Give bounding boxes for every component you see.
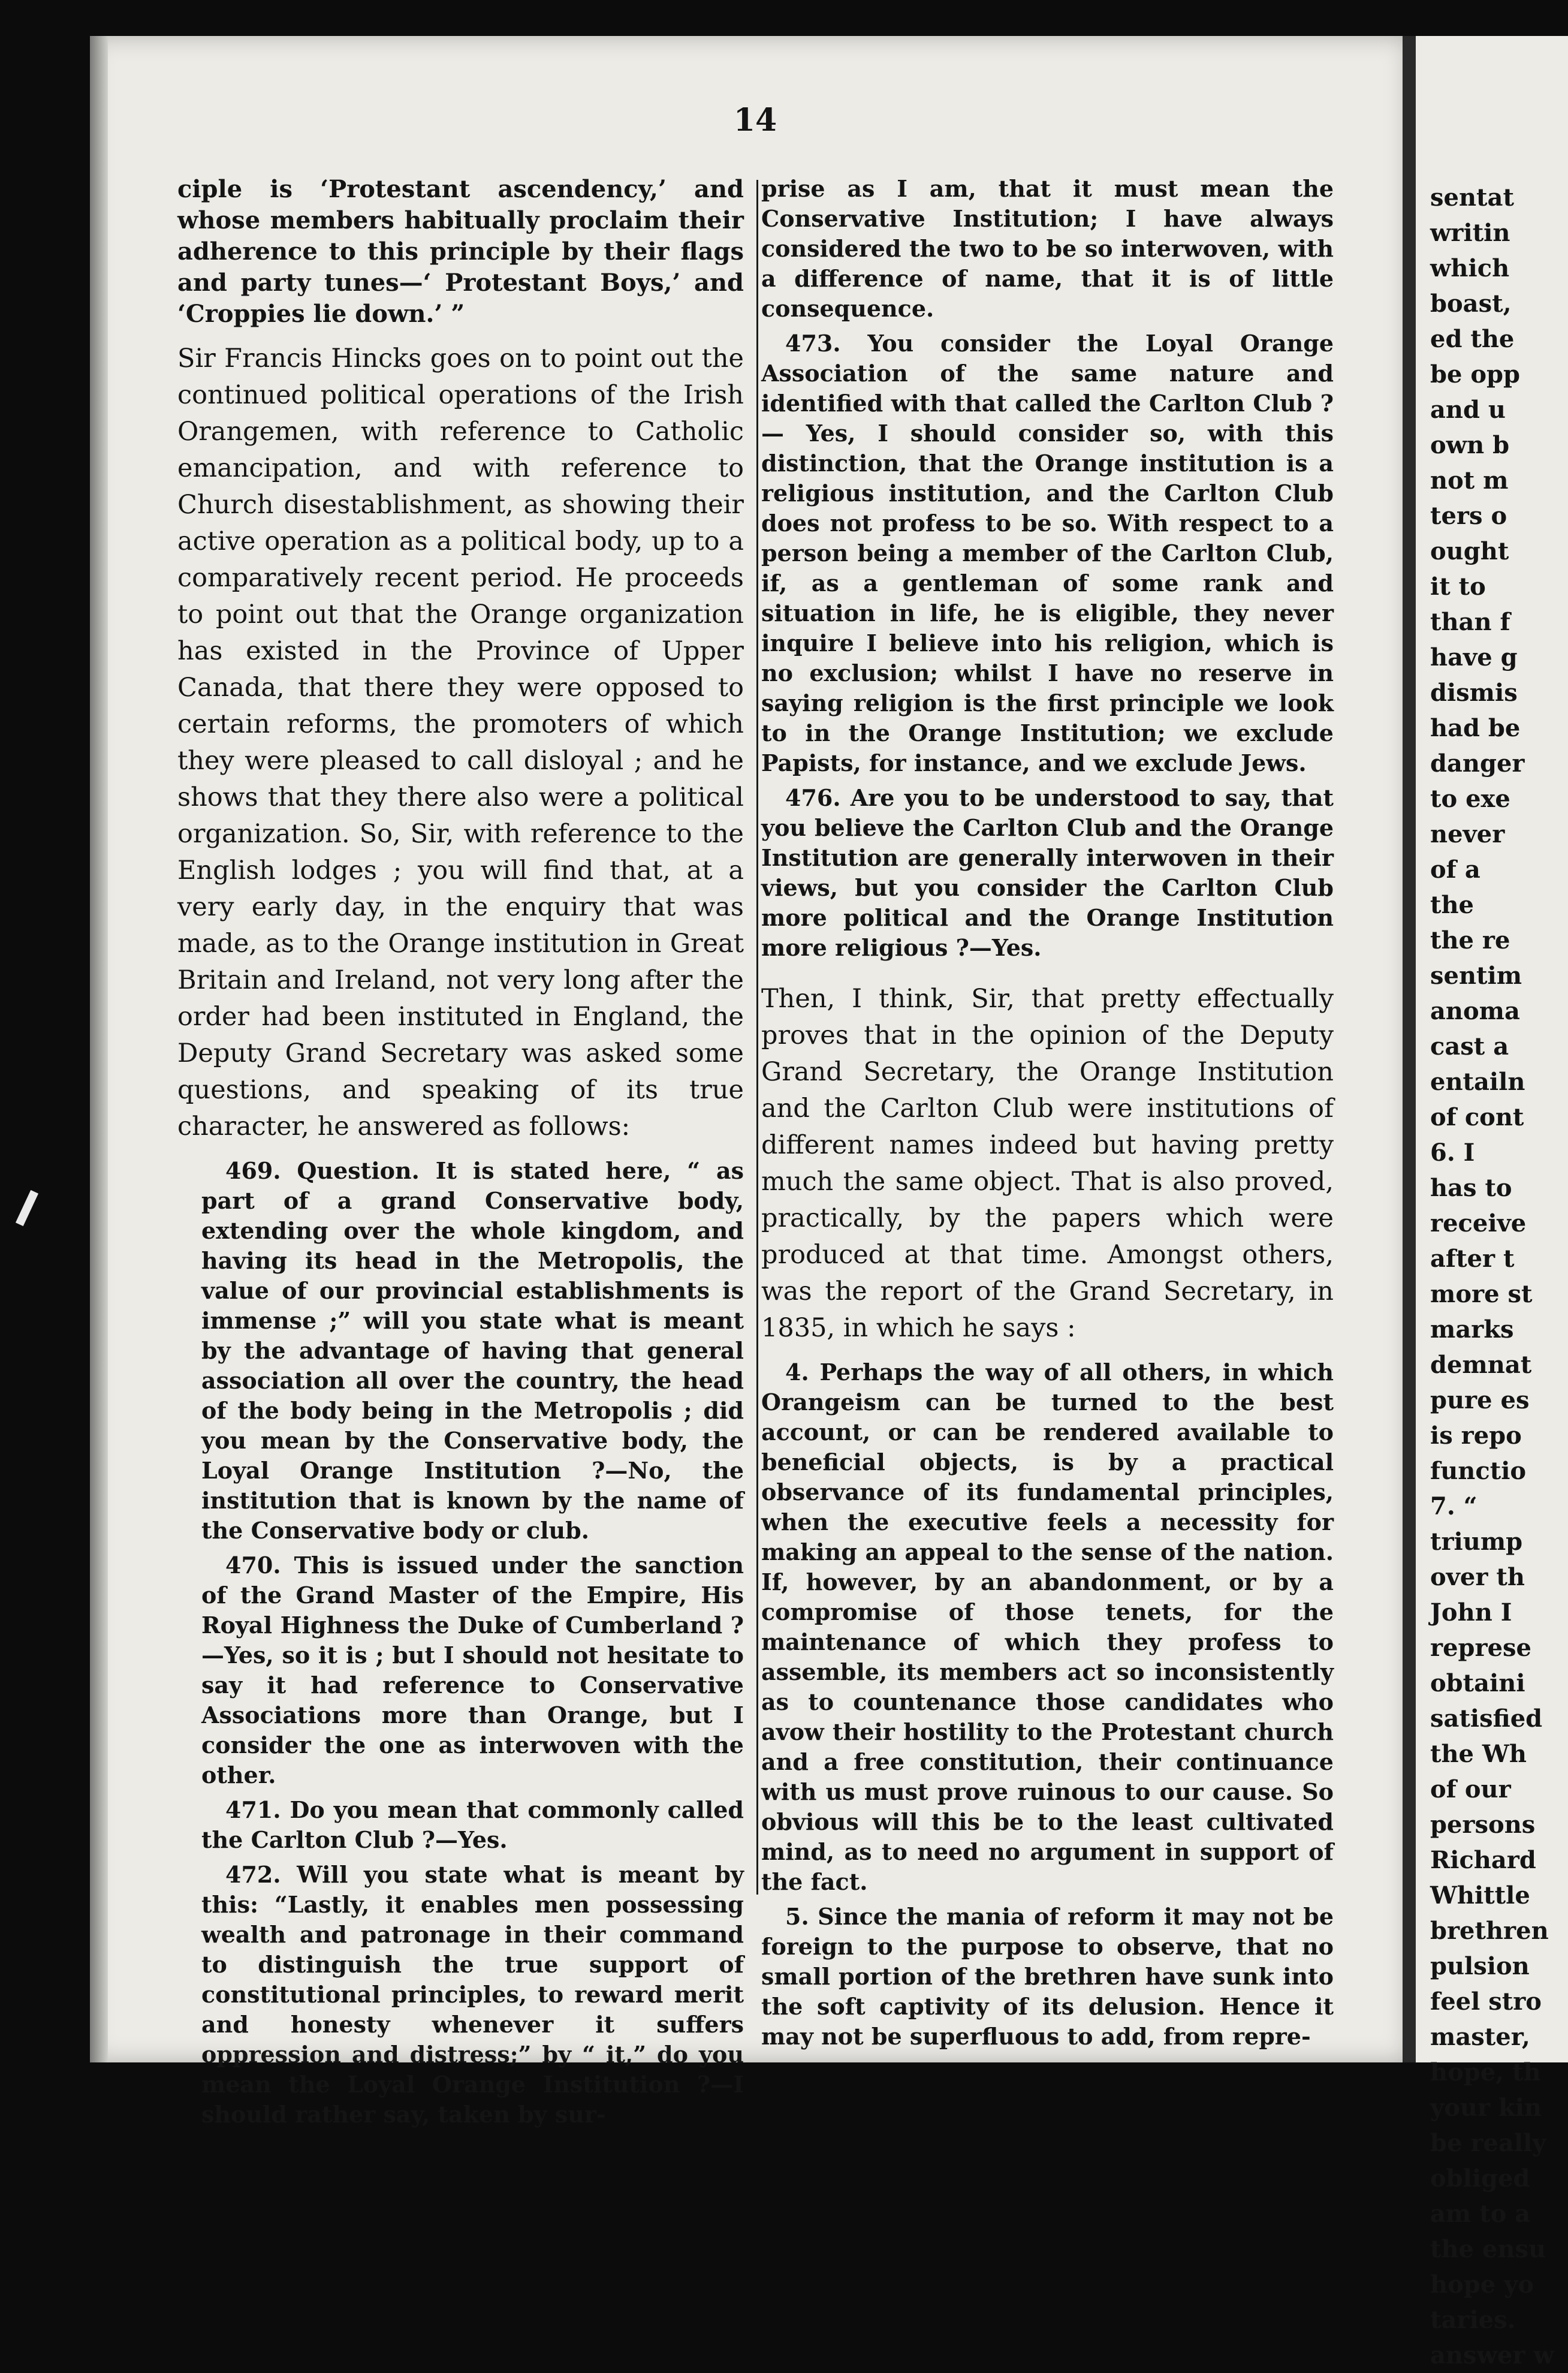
right-page-fragment-line: marks [1430, 1315, 1514, 1344]
left-column [177, 174, 744, 2148]
right-page-fragment-line: ed the [1430, 325, 1515, 353]
right-page-fragment-line: the [1430, 891, 1474, 919]
testimony-476: 476. Are you to be understood to say, that you believe the Carlton Club and the Orange Institution are generally interwoven in their views, but you consider the Carlton Club more political and the Orange Institution more religious ?—Yes. [761, 784, 1334, 961]
right-page-fragment-line: has to [1430, 1174, 1512, 1202]
right-page-fragment-line: anoma [1430, 997, 1520, 1025]
right-page-fragment-line: represe [1430, 1634, 1531, 1662]
right-page-fragment-line: is repo [1430, 1422, 1522, 1450]
right-page-fragment-line: the re [1430, 926, 1510, 954]
report-item-4: 4. Perhaps the way of all others, in which Orangeism can be turned to the best account, or can be rendered available to beneficial objects, is by a practical observance of its fundamental principles, when the executive feels a necessity for making an appeal to the sense of the nation. If, however, by an abandonment, or by a compromise of those tenets, for the maintenance of which they profess to assemble, its members act so inconsistently as to countenance those candidates who avow their hostility to the Protestant church and a free constitution, their continuance with us must prove ruinous to our cause. So obvious will this be to the least cultivated mind, as to need no argument in support of the fact. [761, 1359, 1334, 1895]
speech-paragraph: Sir Francis Hincks goes on to point out the continued political operations of the Irish Orangemen, with reference to Catholic emancipation, and with reference to Church disestablishment, as showing their active operation as a political body, up to a comparatively recent period. He proceeds to point out that the Orange organization has existed in the Province of Upper Canada, that there they were opposed to certain reforms, the promoters of which they were pleased to call disloyal ; and he shows that they there also were a political organization. So, Sir, with reference to the English lodges ; you will find that, at a very early day, in the enquiry that was made, as to the Orange institution in Great Britain and Ireland, not very long after the order had been instituted in England, the Deputy Grand Secretary was asked some questions, and speaking of its true character, he answered as follows: [177, 344, 744, 1142]
right-page-fragment-line: persons [1430, 1811, 1536, 1839]
middle-column [761, 174, 1334, 2070]
speech-paragraph-2: Then, I think, Sir, that pretty effectually proves that in the opinion of the Deputy Grand Secretary, the Orange Institution and the Carlton Club were institutions of different names indeed but having pretty much the same object. That is also proved, practically, by the papers which were produced at that time. Amongst others, was the report of the Grand Secretary, in 1835, in which he says : [761, 984, 1334, 1343]
testimony-472: 472. Will you state what is meant by this: “Lastly, it enables men possessing wealth and patronage in their command to distinguish the true support of constitutional principles, to reward merit and honesty whenever it suffers oppression and distress;” by “ it,” do you mean the Loyal Orange Institution ?—I should rather say, taken by sur- [201, 1861, 744, 2128]
right-page-fragment-line: the Wh [1430, 1740, 1527, 1768]
right-page-fragment-line: hope yo [1430, 2270, 1534, 2299]
right-page-fragment-line: ought [1430, 537, 1509, 565]
testimony-473: 473. You consider the Loyal Orange Association of the same nature and identified with that called the Carlton Club ? — Yes, I should consider so, with this distinction, that the Orange institution is a religious institution, and the Carlton Club does not profess to be so. With respect to a person being a member of the Carlton Club, if, as a gentleman of some rank and situation in life, he is eligible, they never inquire I believe into his religion, which is no exclusion; whilst I have no reserve in saying religion is the first principle we look to in the Orange Institution; we exclude Papists, for instance, and we exclude Jews. [761, 330, 1334, 776]
right-page-fragment-line: than f [1430, 608, 1510, 636]
right-page-fragment-line: taries. [1430, 2306, 1516, 2334]
right-page-fragment-line: danger [1430, 749, 1525, 778]
right-page-fragment-line: receive [1430, 1209, 1527, 1237]
right-page-fragment-line: never [1430, 820, 1505, 848]
right-page-fragment-line: hope, th [1430, 2058, 1541, 2086]
right-page-fragments [1430, 180, 1568, 2373]
opening-quote: ciple is ‘Protestant ascendency,’ and whose members habitually proclaim their adherence to this principle by their flags and party tunes—‘ Protestant Boys,’ and ‘Croppies lie down.’ ” [177, 175, 744, 328]
right-page-fragment-line: 6. I [1430, 1139, 1475, 1167]
report-block [761, 1357, 1334, 2052]
testimony-469: 469. Question. It is stated here, “ as part of a grand Conservative body, extending over the whole kingdom, and having its head in the Metropolis, the value of our provincial establishments is immense ;” will you state what is meant by the advantage of having that general association all over the country, the head of the body being in the Metropolis ; did you mean by the Conservative body, the Loyal Orange Institution ?—No, the institution that is known by the name of the Conservative body or club. [201, 1157, 744, 1544]
right-page-fragment-line: after t [1430, 1245, 1515, 1273]
right-page-fragment-line: not m [1430, 466, 1509, 495]
right-page-fragment-line: satisfied [1430, 1705, 1543, 1733]
right-page-fragment-line: pure es [1430, 1386, 1530, 1414]
right-page-fragment-line: cast a [1430, 1032, 1509, 1061]
right-page-fragment-line: of our [1430, 1775, 1511, 1803]
right-page-fragment-line: boast, [1430, 290, 1512, 318]
right-page-fragment-line: be really [1430, 2129, 1546, 2157]
right-page-fragment-line: Richard [1430, 1846, 1536, 1874]
right-page-fragment-line: answer w [1430, 2341, 1554, 2369]
right-page-fragment-line: master, [1430, 2023, 1530, 2051]
right-page-fragment-line: brethren [1430, 1917, 1549, 1945]
page-number: 14 [733, 102, 777, 138]
right-page-fragment-line: more st [1430, 1280, 1533, 1308]
right-page-fragment-line: had be [1430, 714, 1521, 742]
right-page-fragment-line: John I [1430, 1598, 1512, 1627]
column-divider [756, 180, 758, 1895]
right-page-fragment-line: obtaini [1430, 1669, 1525, 1697]
testimony-471: 471. Do you mean that commonly called the Carlton Club ?—Yes. [201, 1796, 744, 1853]
right-page-fragment-line: entailn [1430, 1068, 1525, 1096]
right-page-fragment-line: am to a [1430, 2200, 1531, 2228]
right-page-fragment-line: functio [1430, 1457, 1527, 1485]
right-page-fragment-line: writin [1430, 219, 1510, 247]
book-spine [1403, 36, 1416, 2062]
testimony-block [201, 1156, 744, 2130]
right-page-fragment-line: which [1430, 254, 1510, 282]
report-item-5: 5. Since the mania of reform it may not be foreign to the purpose to observe, that no small portion of the brethren have sunk into the soft captivity of its delusion. Hence it may not be superfluous to add, from repre- [761, 1903, 1334, 2050]
right-page-fragment-line: sentat [1430, 183, 1514, 212]
right-page-fragment-line: obliged [1430, 2164, 1530, 2193]
right-page-fragment-line: ters o [1430, 502, 1507, 530]
right-page-fragment-line: be opp [1430, 360, 1520, 389]
right-page-fragment-line: triump [1430, 1528, 1523, 1556]
right-page-fragment-line: to exe [1430, 785, 1510, 813]
right-page-fragment-line: of a [1430, 856, 1480, 884]
right-page-fragment-line: own b [1430, 431, 1510, 459]
right-page-fragment-line: demnat [1430, 1351, 1532, 1379]
right-page-fragment-line: your kin [1430, 2094, 1542, 2122]
right-page-fragment-line: 7. “ [1430, 1492, 1477, 1520]
page-edge-shadow [90, 36, 108, 2062]
right-page-fragment-line: over th [1430, 1563, 1525, 1591]
right-page-fragment-line: and u [1430, 396, 1506, 424]
right-page-fragment-line: Whittle [1430, 1881, 1530, 1910]
right-page-fragment-line: the ensu [1430, 2235, 1546, 2263]
testimony-472-continued: prise as I am, that it must mean the Conservative Institution; I have always considered the two to be so interwoven, with a difference of name, that it is of little consequence. [761, 175, 1334, 322]
right-page-fragment-line: of cont [1430, 1103, 1524, 1131]
testimony-470: 470. This is issued under the sanction of the Grand Master of the Empire, His Royal Highness the Duke of Cumberland ?—Yes, so it is ; but I should not hesitate to say it had reference to Conservative Associations more than Orange, but I consider the one as interwoven with the other. [201, 1552, 744, 1788]
right-page-fragment-line: sentim [1430, 962, 1522, 990]
scan-mark [16, 1190, 38, 1226]
right-page-fragment-line: pulsion [1430, 1952, 1530, 1980]
testimony-continued-block [761, 174, 1334, 963]
right-page-fragment-line: it to [1430, 573, 1486, 601]
right-page-fragment-line: dismis [1430, 679, 1518, 707]
right-page-fragment-line: feel stro [1430, 1987, 1542, 2016]
right-page-fragment-line: have g [1430, 643, 1518, 671]
